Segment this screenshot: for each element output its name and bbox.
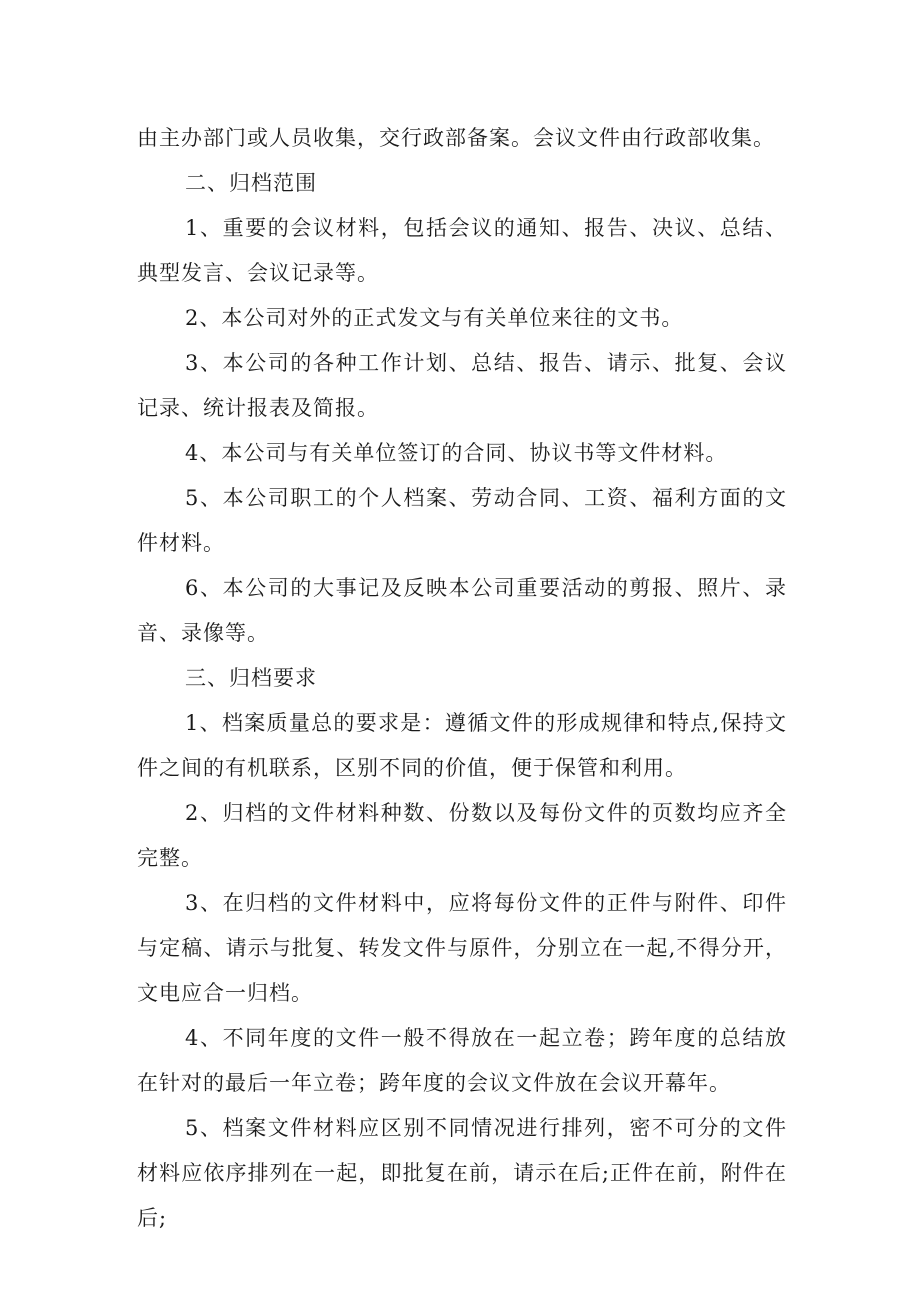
scope-item-1: 1、重要的会议材料，包括会议的通知、报告、决议、总结、典型发言、会议记录等。: [137, 216, 787, 285]
requirement-item-2: 2、归档的文件材料种数、份数以及每份文件的页数均应齐全完整。: [137, 801, 787, 870]
section-heading-archive-scope: 二、归档范围: [185, 171, 317, 195]
requirement-item-3: 3、在归档的文件材料中，应将每份文件的正件与附件、印件与定稿、请示与批复、转发文件与原件，分别立在一起,不得分开，文电应合一归档。: [137, 891, 787, 1005]
scope-item-3: 3、本公司的各种工作计划、总结、报告、请示、批复、会议记录、统计报表及简报。: [137, 351, 787, 420]
scope-item-2: 2、本公司对外的正式发文与有关单位来往的文书。: [185, 306, 684, 330]
paragraph-continuation: 由主办部门或人员收集，交行政部备案。会议文件由行政部收集。: [137, 126, 775, 150]
document-body: [137, 116, 787, 1241]
scope-item-4: 4、本公司与有关单位签订的合同、协议书等文件材料。: [185, 441, 728, 465]
scope-item-5: 5、本公司职工的个人档案、劳动合同、工资、福利方面的文件材料。: [137, 486, 787, 555]
section-heading-archive-requirements: 三、归档要求: [185, 666, 317, 690]
requirement-item-4: 4、不同年度的文件一般不得放在一起立卷；跨年度的总结放在针对的最后一年立卷；跨年度的会议文件放在会议开幕年。: [137, 1026, 787, 1095]
scope-item-6: 6、本公司的大事记及反映本公司重要活动的剪报、照片、录音、录像等。: [137, 576, 787, 645]
requirement-item-5: 5、档案文件材料应区别不同情况进行排列，密不可分的文件材料应依序排列在一起，即批复在前，请示在后;正件在前，附件在后;: [137, 1116, 787, 1230]
requirement-item-1: 1、档案质量总的要求是：遵循文件的形成规律和特点,保持文件之间的有机联系，区别不同的价值，便于保管和利用。: [137, 711, 787, 780]
